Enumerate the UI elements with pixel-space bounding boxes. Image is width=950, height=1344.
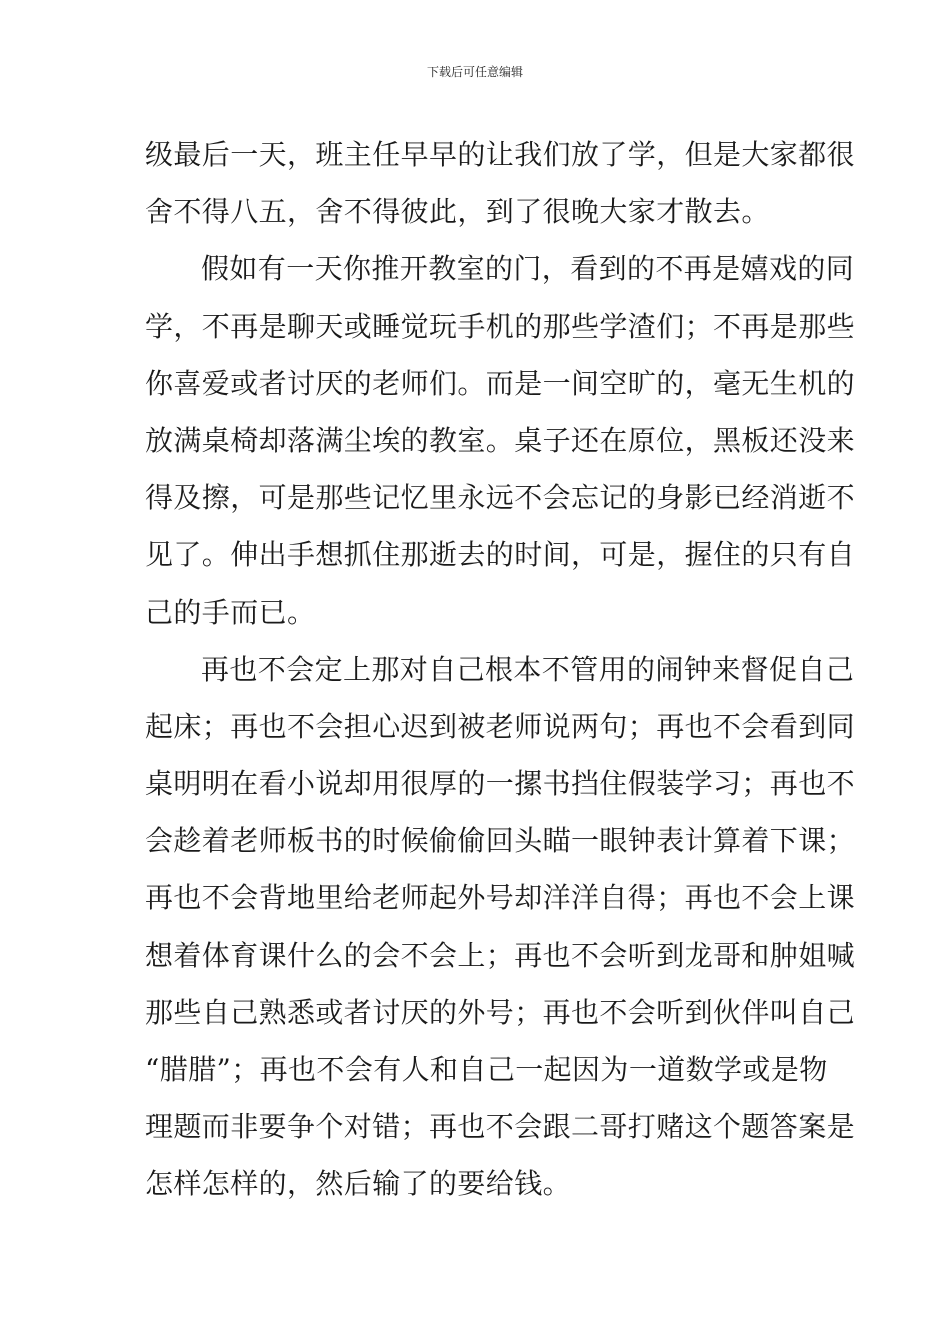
text-line: 会趁着老师板书的时候偷偷回头瞄一眼钟表计算着下课； bbox=[145, 824, 856, 858]
text-line: 舍不得八五，舍不得彼此，到了很晚大家才散去。 bbox=[145, 195, 770, 229]
text-line: 起床；再也不会担心迟到被老师说两句；再也不会看到同 bbox=[145, 709, 856, 743]
text-line: 放满桌椅却落满尘埃的教室。桌子还在原位，黑板还没来 bbox=[145, 423, 856, 457]
text-line: 级最后一天，班主任早早的让我们放了学，但是大家都很 bbox=[145, 138, 856, 171]
text-line: 那些自己熟悉或者讨厌的外号；再也不会听到伙伴叫自己 bbox=[145, 995, 856, 1029]
text-line: 得及擦，可是那些记忆里永远不会忘记的身影已经消逝不 bbox=[145, 481, 856, 515]
text-line: 桌明明在看小说却用很厚的一摞书挡住假装学习；再也不 bbox=[145, 767, 856, 801]
text-line: 己的手而已。 bbox=[145, 595, 316, 629]
text-line: 怎样怎样的，然后输了的要给钱。 bbox=[145, 1167, 572, 1201]
text-line: 学，不再是聊天或睡觉玩手机的那些学渣们；不再是那些 bbox=[145, 309, 856, 343]
text-line: 见了。伸出手想抓住那逝去的时间，可是，握住的只有自 bbox=[145, 538, 856, 572]
document-body bbox=[145, 126, 856, 1213]
text-line: “腊腊”；再也不会有人和自己一起因为一道数学或是物 bbox=[145, 1053, 828, 1086]
text-line: 再也不会背地里给老师起外号却洋洋自得；再也不会上课 bbox=[145, 881, 856, 915]
text-line: 想着体育课什么的会不会上；再也不会听到龙哥和肿姐喊 bbox=[145, 938, 856, 972]
text-line: 你喜爱或者讨厌的老师们。而是一间空旷的，毫无生机的 bbox=[145, 366, 856, 400]
paragraph-first-line: 再也不会定上那对自己根本不管用的闹钟来督促自己 bbox=[201, 652, 855, 686]
page-header: 下载后可任意编辑 bbox=[426, 65, 523, 79]
paragraph-first-line: 假如有一天你推开教室的门，看到的不再是嬉戏的同 bbox=[201, 252, 855, 286]
text-line: 理题而非要争个对错；再也不会跟二哥打赌这个题答案是 bbox=[145, 1110, 856, 1144]
